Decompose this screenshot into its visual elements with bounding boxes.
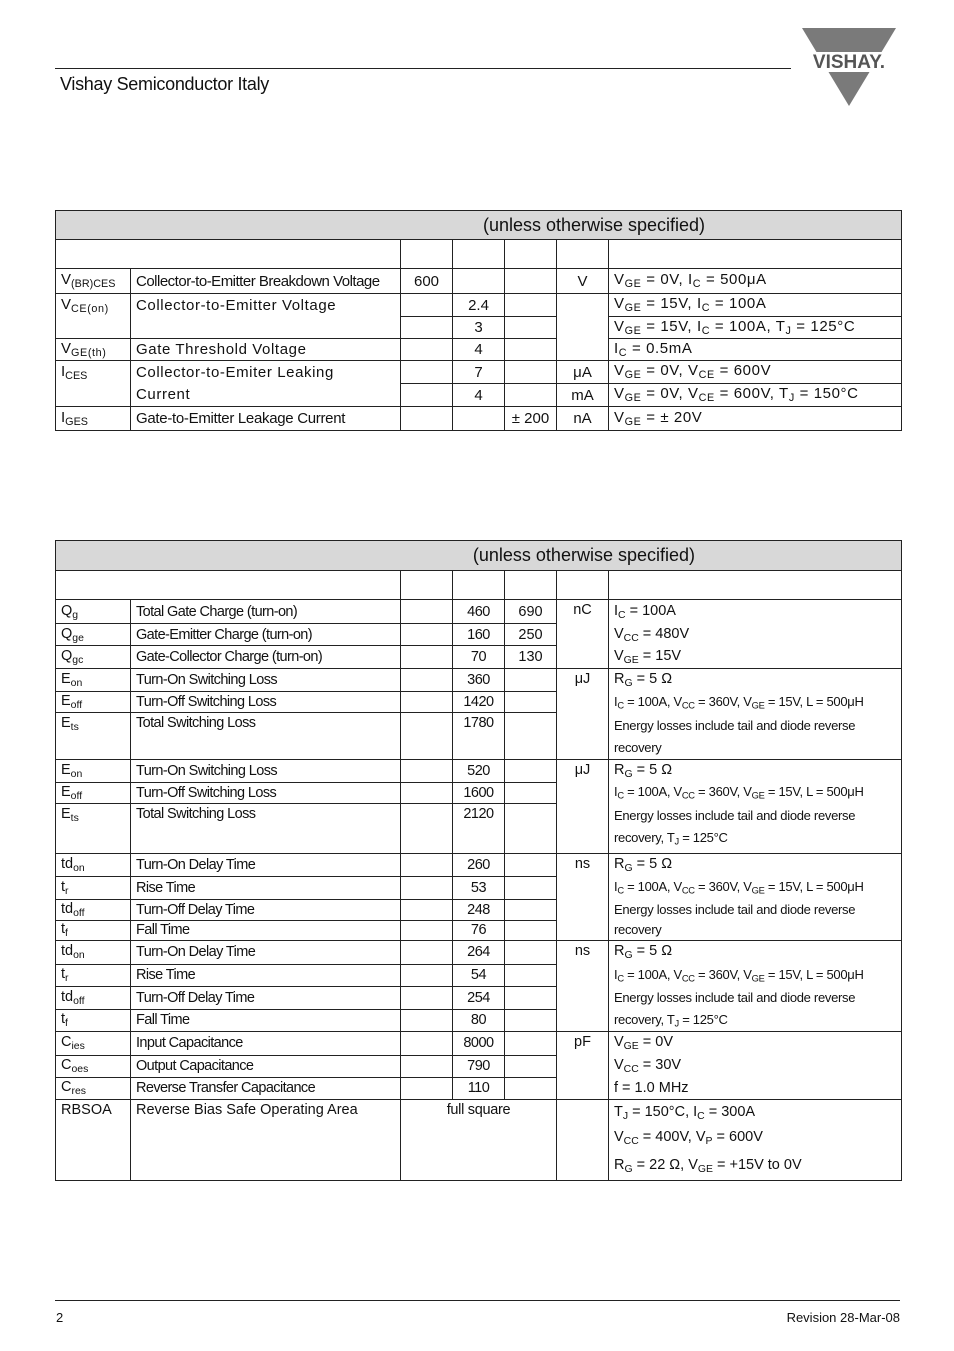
table-row — [56, 692, 902, 713]
symbol-cell: $t_r$ — [56, 964, 131, 986]
condition-cell: $I_C = 100A$, $V_{CC} = 360V$, $V_{GE} = 15V$, L = 500μH — [609, 964, 902, 986]
unit-cell: nC — [557, 600, 609, 669]
symbol-cell: RBSOA — [56, 1099, 131, 1181]
unit-cell: μA — [557, 361, 609, 384]
max-cell — [505, 1077, 557, 1099]
header-rule — [55, 68, 791, 69]
typ-cell: 520 — [453, 759, 505, 782]
symbol-cell: $E_{on}$ — [56, 669, 131, 692]
condition-cell: $I_C = 100A$ — [609, 600, 902, 624]
symbol-cell: $Q_g$ — [56, 600, 131, 624]
parameter-cell: Gate-Emitter Charge (turn-on) — [131, 624, 401, 646]
typ-cell: 54 — [453, 964, 505, 986]
parameter-cell: Fall Time — [131, 1009, 401, 1031]
condition-cell: Energy losses include tail and diode reverse recovery — [609, 713, 902, 760]
table-row — [56, 669, 902, 692]
parameter-cell: Current — [131, 384, 401, 407]
table-row — [56, 1031, 902, 1055]
table2-header-row — [56, 571, 902, 600]
max-cell: ± 200 — [505, 407, 557, 431]
parameter-cell: Output Capacitance — [131, 1055, 401, 1077]
symbol-cell: $V_{(BR)CES}$ — [56, 269, 131, 294]
condition-cell: f = 1.0 MHz — [609, 1077, 902, 1099]
symbol-cell: $Q_{ge}$ — [56, 624, 131, 646]
max-cell — [505, 986, 557, 1009]
max-cell — [505, 920, 557, 940]
parameter-cell: Reverse Transfer Capacitance — [131, 1077, 401, 1099]
symbol-cell: $td_{off}$ — [56, 899, 131, 920]
table2-title: (unless otherwise specified) — [56, 541, 902, 571]
condition-cell: recovery, $T_J = 125^\circ C$ — [609, 1009, 902, 1031]
typ-cell: 248 — [453, 899, 505, 920]
max-cell — [505, 692, 557, 713]
typ-cell: 460 — [453, 600, 505, 624]
parameter-cell: Rise Time — [131, 964, 401, 986]
page-number: 2 — [56, 1310, 64, 1325]
max-cell: 130 — [505, 646, 557, 669]
electrical-characteristics-table — [55, 210, 902, 431]
condition-cell: $R_G = 5$ Ω — [609, 759, 902, 782]
table-row — [56, 899, 902, 920]
typ-cell: 1600 — [453, 782, 505, 803]
symbol-cell: $E_{ts}$ — [56, 803, 131, 853]
condition-cell: $V_{GE} = 0V$ — [609, 1031, 902, 1055]
table-row — [56, 269, 902, 294]
max-cell: 690 — [505, 600, 557, 624]
table-row — [56, 317, 902, 339]
symbol-cell: $t_f$ — [56, 1009, 131, 1031]
parameter-cell: Turn-Off Delay Time — [131, 986, 401, 1009]
typ-cell: 53 — [453, 876, 505, 899]
max-cell — [505, 759, 557, 782]
condition-cell: $V_{GE} = 0V$, $V_{CE} = 600V$, $T_J = 150^\circ C$ — [609, 384, 902, 407]
parameter-cell: Turn-On Switching Loss — [131, 669, 401, 692]
parameter-cell: Total Switching Loss — [131, 713, 401, 760]
parameter-cell: Turn-Off Switching Loss — [131, 782, 401, 803]
typ-cell — [453, 269, 505, 294]
max-cell — [505, 1009, 557, 1031]
vishay-logo — [794, 26, 904, 108]
max-cell — [505, 1031, 557, 1055]
unit-cell: nA — [557, 407, 609, 431]
table-row — [56, 759, 902, 782]
condition-cell: $V_{GE}$ = ± 20V — [609, 407, 902, 431]
parameter-cell: Gate-to-Emitter Leakage Current — [131, 407, 401, 431]
switching-characteristics-table — [55, 540, 902, 1181]
typ-cell: 160 — [453, 624, 505, 646]
typ-cell: 264 — [453, 940, 505, 964]
table-row — [56, 1009, 902, 1031]
unit-cell: ns — [557, 940, 609, 1031]
unit-cell: ns — [557, 853, 609, 940]
max-cell — [505, 899, 557, 920]
parameter-cell: Turn-Off Delay Time — [131, 899, 401, 920]
unit-cell: μJ — [557, 759, 609, 853]
symbol-cell: $td_{on}$ — [56, 853, 131, 876]
condition-cell: $I_C = 100A$, $V_{CC} = 360V$, $V_{GE} = 15V$, L = 500μH — [609, 876, 902, 899]
max-cell — [505, 269, 557, 294]
typ-cell: 1780 — [453, 713, 505, 760]
condition-cell: $I_C = 100A$, $V_{CC} = 360V$, $V_{GE} = 15V$, L = 500μH — [609, 692, 902, 713]
condition-cell: Energy losses include tail and diode reverse recovery, $T_J = 125^\circ C$ — [609, 803, 902, 853]
parameter-cell: Turn-On Switching Loss — [131, 759, 401, 782]
unit-cell: μJ — [557, 669, 609, 760]
table-row — [56, 1055, 902, 1077]
max-cell — [505, 853, 557, 876]
typ-cell: 70 — [453, 646, 505, 669]
parameter-cell: Turn-On Delay Time — [131, 853, 401, 876]
symbol-cell: $td_{off}$ — [56, 986, 131, 1009]
max-cell: 250 — [505, 624, 557, 646]
parameter-cell: Turn-On Delay Time — [131, 940, 401, 964]
symbol-cell: $I_{CES}$ — [56, 361, 131, 384]
parameter-cell: Total Switching Loss — [131, 803, 401, 853]
condition-cell: $V_{GE} = 15V$ — [609, 646, 902, 669]
table-row — [56, 782, 902, 803]
table-row — [56, 600, 902, 624]
typ-cell: 7 — [453, 361, 505, 384]
condition-cell: Energy losses include tail and diode reverse — [609, 986, 902, 1009]
table-row — [56, 1099, 902, 1181]
table-row — [56, 713, 902, 760]
condition-cell: $T_J = 150^\circ C$, $I_C = 300A$ $V_{CC} = 400V$, $V_P = 600V$ $R_G = 22$ Ω, $V_{GE} = +15V$ to 0V — [609, 1099, 902, 1181]
condition-cell: $R_G = 5$ Ω — [609, 853, 902, 876]
condition-cell: $V_{CC} = 480V$ — [609, 624, 902, 646]
typ-cell: 110 — [453, 1077, 505, 1099]
symbol-cell: $V_{GE(th)}$ — [56, 339, 131, 361]
symbol-cell: $C_{oes}$ — [56, 1055, 131, 1077]
condition-cell: $V_{GE} = 15V$, $I_C = 100A$, $T_J = 125^\circ C$ — [609, 317, 902, 339]
min-cell: 600 — [401, 269, 453, 294]
condition-cell: $V_{CC} = 30V$ — [609, 1055, 902, 1077]
table1-title: (unless otherwise specified) — [56, 211, 902, 240]
company-name: Vishay Semiconductor Italy — [60, 74, 269, 94]
svg-text:VISHAY.: VISHAY. — [812, 52, 886, 73]
unit-cell: V — [557, 269, 609, 294]
typ-cell: 4 — [453, 384, 505, 407]
table-row — [56, 876, 902, 899]
parameter-cell: Fall Time — [131, 920, 401, 940]
parameter-cell: Gate Threshold Voltage — [131, 339, 401, 361]
condition-cell: $V_{GE} = 15V$, $I_C = 100A$ — [609, 294, 902, 317]
typ-cell: 360 — [453, 669, 505, 692]
table-row — [56, 361, 902, 384]
symbol-cell: $E_{on}$ — [56, 759, 131, 782]
max-cell — [505, 803, 557, 853]
table-row — [56, 624, 902, 646]
symbol-cell: $C_{ies}$ — [56, 1031, 131, 1055]
parameter-cell: Total Gate Charge (turn-on) — [131, 600, 401, 624]
typ-cell: 790 — [453, 1055, 505, 1077]
max-cell — [505, 782, 557, 803]
max-cell — [505, 940, 557, 964]
typ-cell: 1420 — [453, 692, 505, 713]
condition-cell: $R_G = 5$ Ω — [609, 669, 902, 692]
table-row — [56, 986, 902, 1009]
parameter-cell: Collector-to-Emiter Leaking — [131, 361, 401, 384]
max-cell — [505, 1055, 557, 1077]
table-row — [56, 853, 902, 876]
symbol-cell: $V_{CE(on)}$ — [56, 294, 131, 317]
footer-rule — [55, 1300, 900, 1301]
table-row — [56, 940, 902, 964]
symbol-cell: $C_{res}$ — [56, 1077, 131, 1099]
table-row — [56, 384, 902, 407]
parameter-cell: Rise Time — [131, 876, 401, 899]
condition-cell: $V_{GE} = 0V$, $I_C = 500\mu A$ — [609, 269, 902, 294]
parameter-cell: Reverse Bias Safe Operating Area — [131, 1099, 401, 1181]
condition-cell: recovery — [609, 920, 902, 940]
parameter-cell: Turn-Off Switching Loss — [131, 692, 401, 713]
typ-cell: 3 — [453, 317, 505, 339]
typ-cell: 76 — [453, 920, 505, 940]
unit-cell: mA — [557, 384, 609, 407]
table-row — [56, 1077, 902, 1099]
symbol-cell: $E_{ts}$ — [56, 713, 131, 760]
symbol-cell: $t_f$ — [56, 920, 131, 940]
max-cell — [505, 713, 557, 760]
max-cell — [505, 669, 557, 692]
symbol-cell: $td_{on}$ — [56, 940, 131, 964]
condition-cell: $V_{GE} = 0V$, $V_{CE} = 600V$ — [609, 361, 902, 384]
condition-cell: $R_G = 5$ Ω — [609, 940, 902, 964]
table-row — [56, 407, 902, 431]
symbol-cell: $Q_{gc}$ — [56, 646, 131, 669]
typ-cell: 2.4 — [453, 294, 505, 317]
revision-date: Revision 28-Mar-08 — [786, 1310, 900, 1325]
table-row — [56, 339, 902, 361]
typ-cell: 260 — [453, 853, 505, 876]
max-cell — [505, 964, 557, 986]
table-row — [56, 920, 902, 940]
table-row — [56, 803, 902, 853]
table1-header-row — [56, 240, 902, 269]
typ-cell: 8000 — [453, 1031, 505, 1055]
typ-cell: 80 — [453, 1009, 505, 1031]
condition-cell: Energy losses include tail and diode reverse — [609, 899, 902, 920]
symbol-cell: $t_r$ — [56, 876, 131, 899]
table-row — [56, 646, 902, 669]
symbol-cell: $E_{off}$ — [56, 692, 131, 713]
typ-cell: 4 — [453, 339, 505, 361]
symbol-cell: $I_{GES}$ — [56, 407, 131, 431]
table-row — [56, 294, 902, 317]
max-cell — [505, 876, 557, 899]
condition-cell: $I_C = 0.5mA$ — [609, 339, 902, 361]
rbsoa-value-cell: full square — [401, 1099, 557, 1181]
table-row — [56, 964, 902, 986]
typ-cell: 254 — [453, 986, 505, 1009]
parameter-cell: Gate-Collector Charge (turn-on) — [131, 646, 401, 669]
parameter-cell: Input Capacitance — [131, 1031, 401, 1055]
typ-cell: 2120 — [453, 803, 505, 853]
parameter-cell: Collector-to-Emitter Voltage — [131, 294, 401, 317]
unit-cell: pF — [557, 1031, 609, 1099]
symbol-cell: $E_{off}$ — [56, 782, 131, 803]
parameter-cell: Collector-to-Emitter Breakdown Voltage — [131, 269, 401, 294]
condition-cell: $I_C = 100A$, $V_{CC} = 360V$, $V_{GE} = 15V$, L = 500μH — [609, 782, 902, 803]
